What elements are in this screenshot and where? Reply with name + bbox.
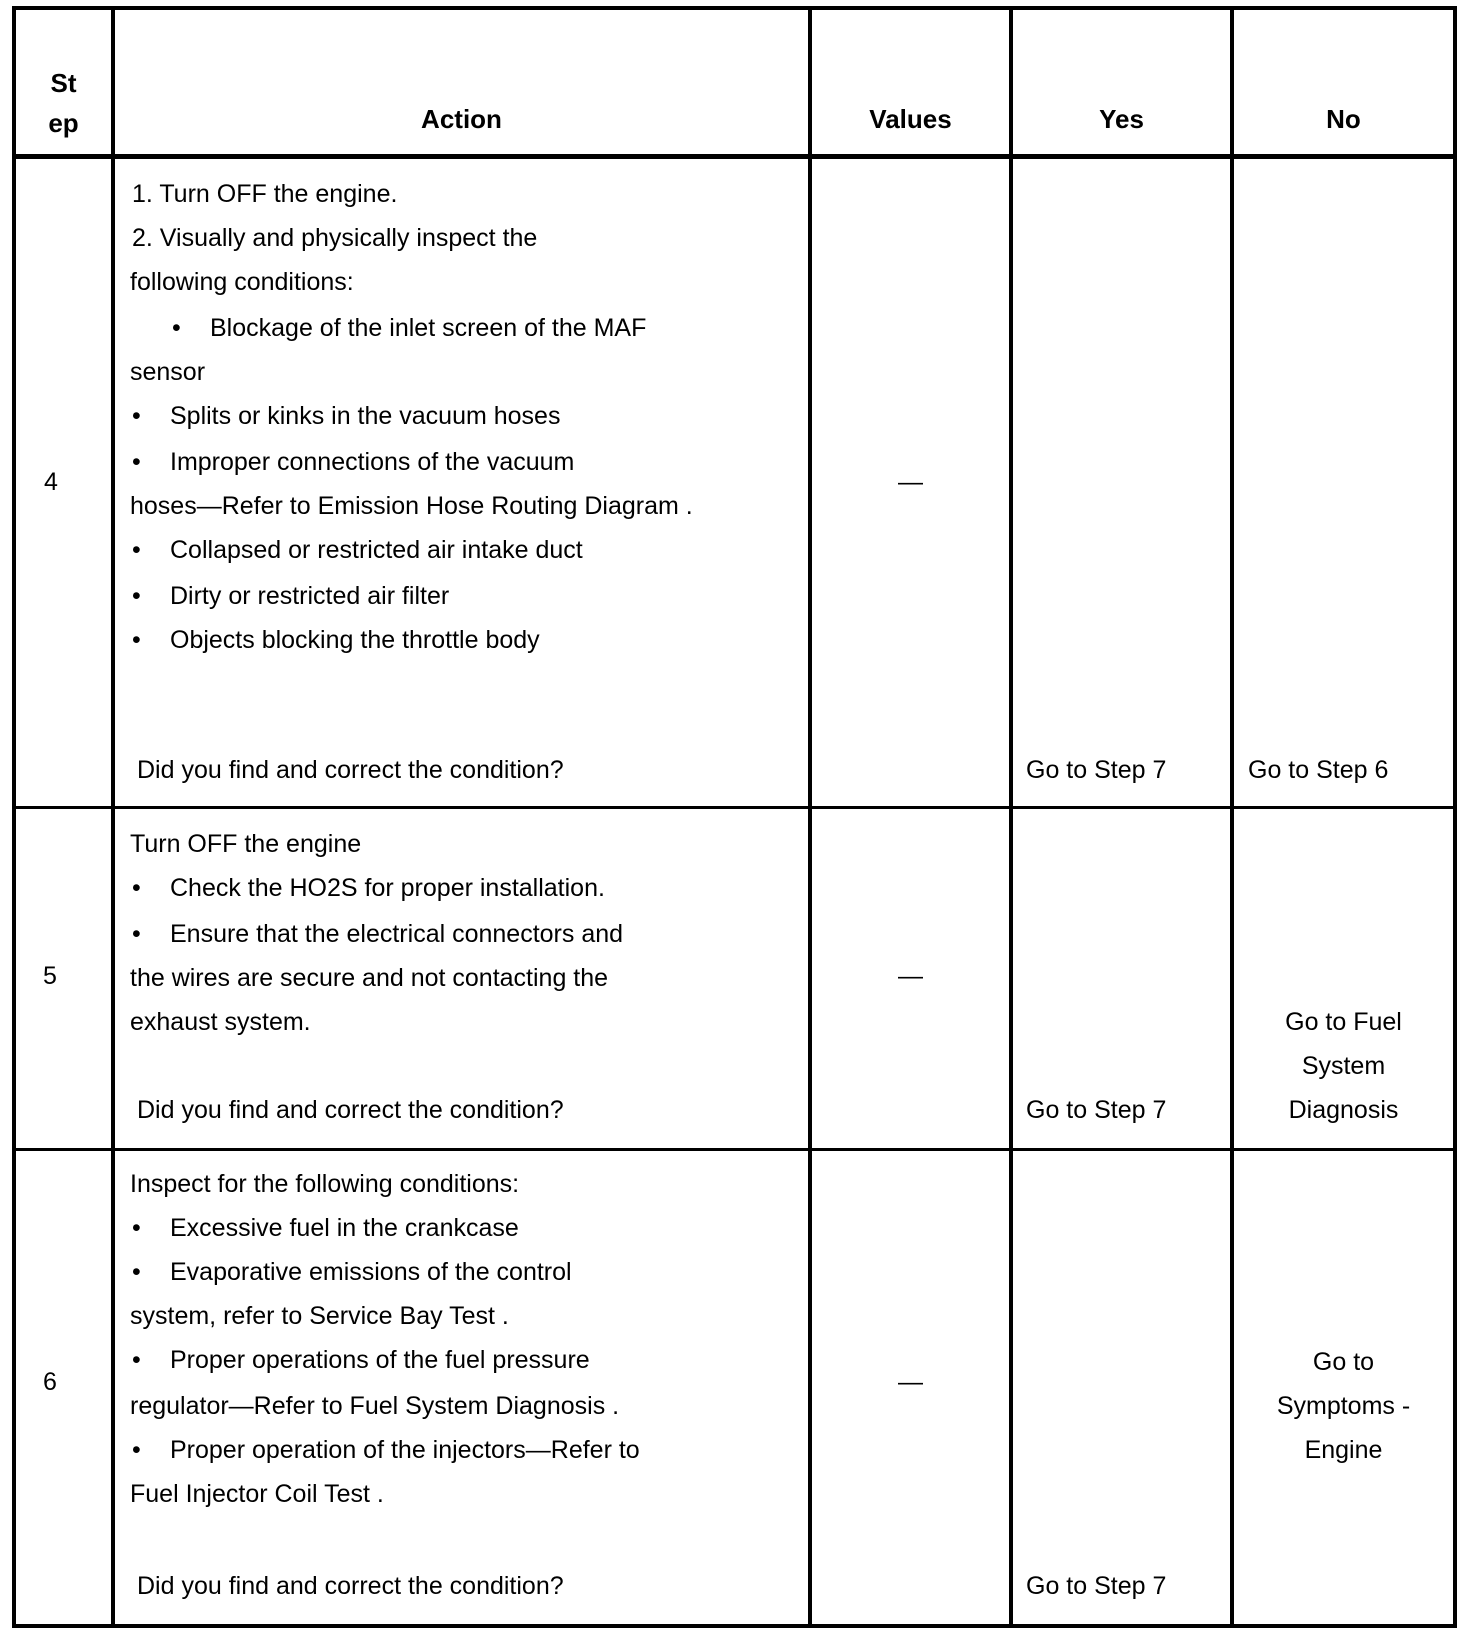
yes-cell: Go to Step 7 xyxy=(1026,1096,1167,1124)
bullet-icon: • xyxy=(132,402,141,430)
action-question: Did you find and correct the condition? xyxy=(137,756,564,784)
action-bullet-line xyxy=(132,866,605,910)
action-bullet-line xyxy=(132,1338,590,1382)
no-line: Diagnosis xyxy=(1288,1096,1399,1124)
action-line: Inspect for the following conditions: xyxy=(130,1170,520,1198)
action-line: the wires are secure and not contacting the xyxy=(130,964,609,992)
action-question: Did you find and correct the condition? xyxy=(137,1096,564,1124)
action-line: sensor xyxy=(130,358,206,386)
header-step-line2: ep xyxy=(48,108,79,138)
bullet-icon: • xyxy=(132,1346,141,1374)
action-text: Collapsed or restricted air intake duct xyxy=(170,536,583,564)
action-text: Ensure that the electrical connectors and xyxy=(170,920,624,948)
action-line: Fuel Injector Coil Test . xyxy=(130,1480,384,1508)
bullet-icon: • xyxy=(132,1258,141,1286)
yes-cell: Go to Step 7 xyxy=(1026,756,1167,784)
action-bullet-line xyxy=(132,528,583,572)
action-text: Objects blocking the throttle body xyxy=(170,626,540,654)
row-separator-5-6 xyxy=(12,1148,1457,1151)
action-bullet-line xyxy=(132,1250,572,1294)
action-text: Check the HO2S for proper installation. xyxy=(170,874,605,902)
action-bullet-line xyxy=(132,1206,519,1250)
column-separator-step xyxy=(111,6,115,1628)
no-cell xyxy=(1234,1340,1453,1472)
action-bullet-line xyxy=(132,912,623,956)
no-line: Go to Fuel xyxy=(1285,1008,1402,1036)
action-line: system, refer to Service Bay Test . xyxy=(130,1302,509,1330)
header-no: No xyxy=(1326,104,1361,134)
action-line: following conditions: xyxy=(130,268,354,296)
step-number: 5 xyxy=(43,962,57,990)
step-number: 6 xyxy=(43,1368,57,1396)
table-border-right xyxy=(1453,6,1457,1628)
no-line: Engine xyxy=(1304,1436,1383,1464)
value-cell: — xyxy=(898,962,923,990)
action-line: Turn OFF the engine xyxy=(130,830,362,858)
step-number: 4 xyxy=(44,468,58,496)
bullet-icon: • xyxy=(132,920,141,948)
value-cell: — xyxy=(898,1368,923,1396)
action-text: Dirty or restricted air filter xyxy=(170,582,450,610)
action-bullet-line xyxy=(132,440,574,484)
header-yes: Yes xyxy=(1099,104,1144,134)
no-line: Symptoms - xyxy=(1276,1392,1411,1420)
row-separator-4-5 xyxy=(12,806,1457,809)
action-text: Proper operations of the fuel pressure xyxy=(170,1346,590,1374)
action-bullet-line xyxy=(132,618,540,662)
no-line: Go to xyxy=(1312,1348,1375,1376)
action-line: hoses—Refer to Emission Hose Routing Diagram . xyxy=(130,492,693,520)
action-bullet-line xyxy=(172,306,646,350)
table-border-top xyxy=(12,6,1457,10)
bullet-icon: • xyxy=(132,1214,141,1242)
yes-cell: Go to Step 7 xyxy=(1026,1572,1167,1600)
no-line: System xyxy=(1301,1052,1386,1080)
column-separator-values xyxy=(1009,6,1013,1628)
bullet-icon: • xyxy=(132,1436,141,1464)
action-question: Did you find and correct the condition? xyxy=(137,1572,564,1600)
bullet-icon: • xyxy=(132,448,141,476)
table-border-bottom xyxy=(12,1624,1457,1628)
action-line: 2. Visually and physically inspect the xyxy=(132,224,538,252)
bullet-icon: • xyxy=(132,536,141,564)
action-line: regulator—Refer to Fuel System Diagnosis . xyxy=(130,1392,620,1420)
action-bullet-line xyxy=(132,1428,640,1472)
action-text: Evaporative emissions of the control xyxy=(170,1258,572,1286)
action-line: exhaust system. xyxy=(130,1008,311,1036)
bullet-icon: • xyxy=(132,582,141,610)
bullet-icon: • xyxy=(132,626,141,654)
action-text: Blockage of the inlet screen of the MAF xyxy=(210,314,647,342)
action-bullet-line xyxy=(132,394,560,438)
header-action: Action xyxy=(421,104,502,134)
bullet-icon: • xyxy=(132,874,141,902)
header-separator xyxy=(12,154,1457,159)
action-text: Improper connections of the vacuum xyxy=(170,448,575,476)
header-values: Values xyxy=(869,104,952,134)
no-cell xyxy=(1234,1000,1453,1132)
header-step-line1: St xyxy=(50,68,77,98)
no-cell: Go to Step 6 xyxy=(1248,756,1389,784)
action-text: Splits or kinks in the vacuum hoses xyxy=(170,402,561,430)
action-text: Excessive fuel in the crankcase xyxy=(170,1214,519,1242)
table-border-left xyxy=(12,6,16,1628)
header-step xyxy=(16,63,111,143)
action-line: 1. Turn OFF the engine. xyxy=(132,180,398,208)
value-cell: — xyxy=(898,468,923,496)
action-text: Proper operation of the injectors—Refer to xyxy=(170,1436,640,1464)
bullet-icon: • xyxy=(172,314,181,342)
action-bullet-line xyxy=(132,574,449,618)
